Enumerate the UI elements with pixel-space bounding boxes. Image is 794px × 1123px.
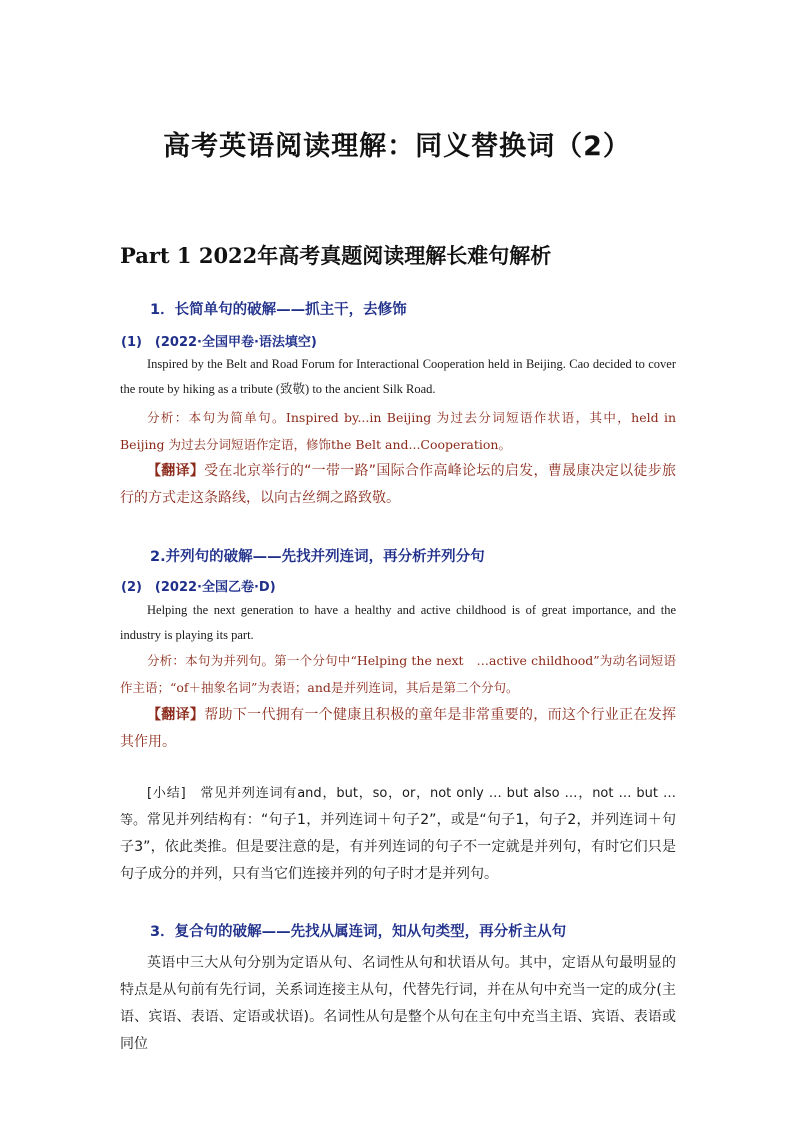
summary-line-2: 常见并列结构有：“句子1，并列连词＋句子2”，或是“句子1，句子2，并列连词＋句子3”，依此类推。但是要注意的是，有并列连词的句子不一定就是并列句，有时它们只是句子成分的并列，只有当它们连接并列的句子时才是并列句。 <box>120 812 676 882</box>
section-heading-1: 1．长简单句的破解——抓主干，去修饰 <box>150 302 407 318</box>
part-heading: Part 1 2022年高考真题阅读理解长难句解析 <box>120 243 552 268</box>
translation-2 <box>120 702 676 756</box>
analysis-1: 分析：本句为简单句。Inspired by...in Beijing 为过去分词短语作状语，其中，held in Beijing 为过去分词短语作定语，修饰the Belt and...Cooperation。 <box>120 410 676 452</box>
translation-1 <box>120 458 676 512</box>
section-heading-3: 3．复合句的破解——先找从属连词，知从句类型，再分析主从句 <box>150 924 567 940</box>
document-title: 高考英语阅读理解：同义替换词（2） <box>163 131 631 162</box>
summary-line-1: [小结] 常见并列连词有and，but，so，or，not only … but also …，not … but …等。 <box>120 786 676 828</box>
translation-tag: 【翻译】 <box>147 463 205 479</box>
example-number-2: (2) (2022·全国乙卷·D) <box>121 580 276 595</box>
section-heading-2: 2.并列句的破解——先找并列连词，再分析并列分句 <box>150 549 485 565</box>
translation-text: 受在北京举行的“一带一路”国际合作高峰论坛的启发，曹晟康决定以徒步旅行的方式走这条路线，以向古丝绸之路致敬。 <box>120 463 676 506</box>
section-3-body: 英语中三大从句分别为定语从句、名词性从句和状语从句。其中，定语从句最明显的特点是从句前有先行词，关系词连接主从句，代替先行词，并在从句中充当一定的成分(主语、宾语、表语、定语或状语)。名词性从句是整个从句在主句中充当主语、宾语、表语或同位 <box>120 955 676 1052</box>
example-number-1: (1) (2022·全国甲卷·语法填空) <box>121 335 317 350</box>
example-sentence-2: Helping the next generation to have a healthy and active childhood is of great importance, and the industry is playing its part. <box>120 603 676 642</box>
translation-text: 帮助下一代拥有一个健康且积极的童年是非常重要的，而这个行业正在发挥其作用。 <box>120 707 677 750</box>
analysis-2: 分析：本句为并列句。第一个分句中“Helping the next …active childhood”为动名词短语作主语；“of＋抽象名词”为表语；and是并列连词，其后是第二个分句。 <box>120 653 676 695</box>
translation-tag: 【翻译】 <box>147 707 205 723</box>
example-sentence-1: Inspired by the Belt and Road Forum for Interactional Cooperation held in Beijing. Cao decided to cover the route by hiking as a tribute (致敬) to the ancient Silk Road. <box>120 357 676 396</box>
